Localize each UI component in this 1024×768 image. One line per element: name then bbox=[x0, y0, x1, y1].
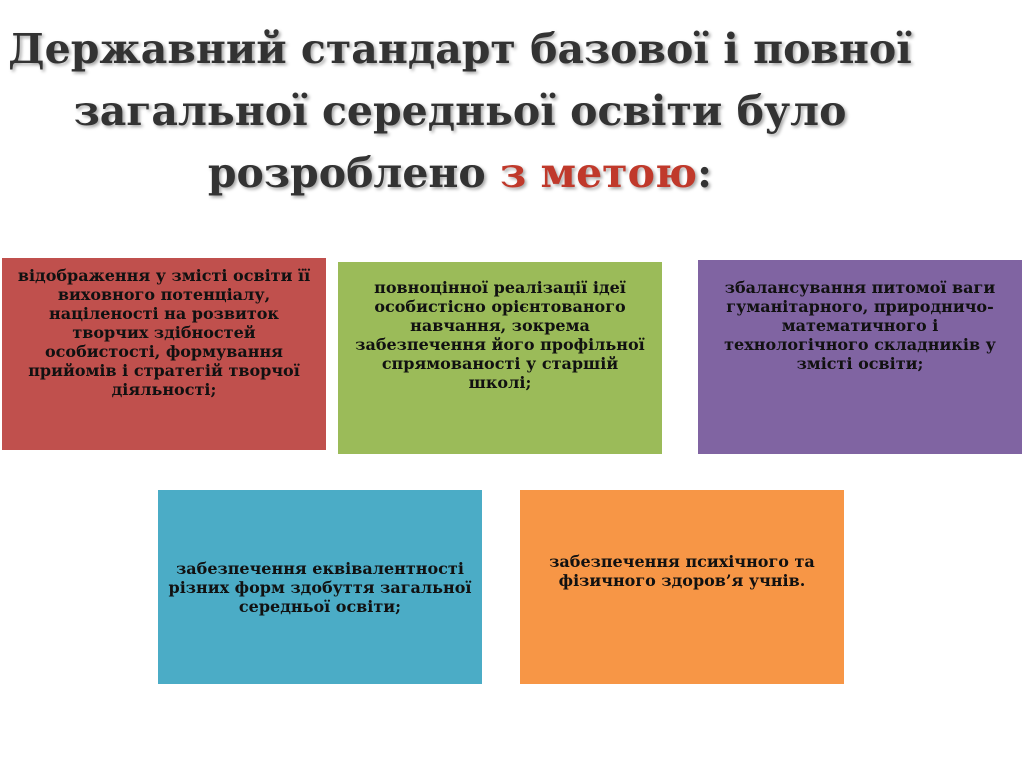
goal-text-green: повноцінної реалізації ідеї особистісно орієнтованого навчання, зокрема забезпечення його профільної спрямованості у старшій школі; bbox=[355, 278, 645, 392]
goal-box-red bbox=[2, 258, 326, 450]
goal-box-purple bbox=[698, 260, 1022, 454]
goal-text-blue: забезпечення еквівалентності різних форм здобуття загальної середньої освіти; bbox=[168, 558, 472, 616]
goal-text-purple: збалансування питомої ваги гуманітарного, природничо-математичного і технологічного складників у змісті освіти; bbox=[724, 278, 996, 373]
title-line-3-suffix: : bbox=[696, 149, 713, 197]
title-line-1: Державний стандарт базової і повної bbox=[8, 25, 912, 73]
goal-text-orange: забезпечення психічного та фізичного здоров’я учнів. bbox=[549, 552, 815, 590]
title-line-3 bbox=[0, 142, 920, 204]
goal-text-red: відображення у змісті освіти її виховного потенціалу, націленості на розвиток творчих здібностей особистості, формування прийомів і стратегій творчої діяльності; bbox=[17, 266, 311, 399]
title-line-3-prefix: розроблено bbox=[207, 149, 501, 197]
goal-box-green bbox=[338, 262, 662, 454]
title-line-2: загальної середньої освіти було bbox=[73, 87, 847, 135]
goal-box-blue bbox=[158, 490, 482, 684]
goal-box-orange bbox=[520, 490, 844, 684]
title-accent-text: з метою bbox=[500, 149, 697, 197]
slide-title bbox=[0, 18, 920, 204]
